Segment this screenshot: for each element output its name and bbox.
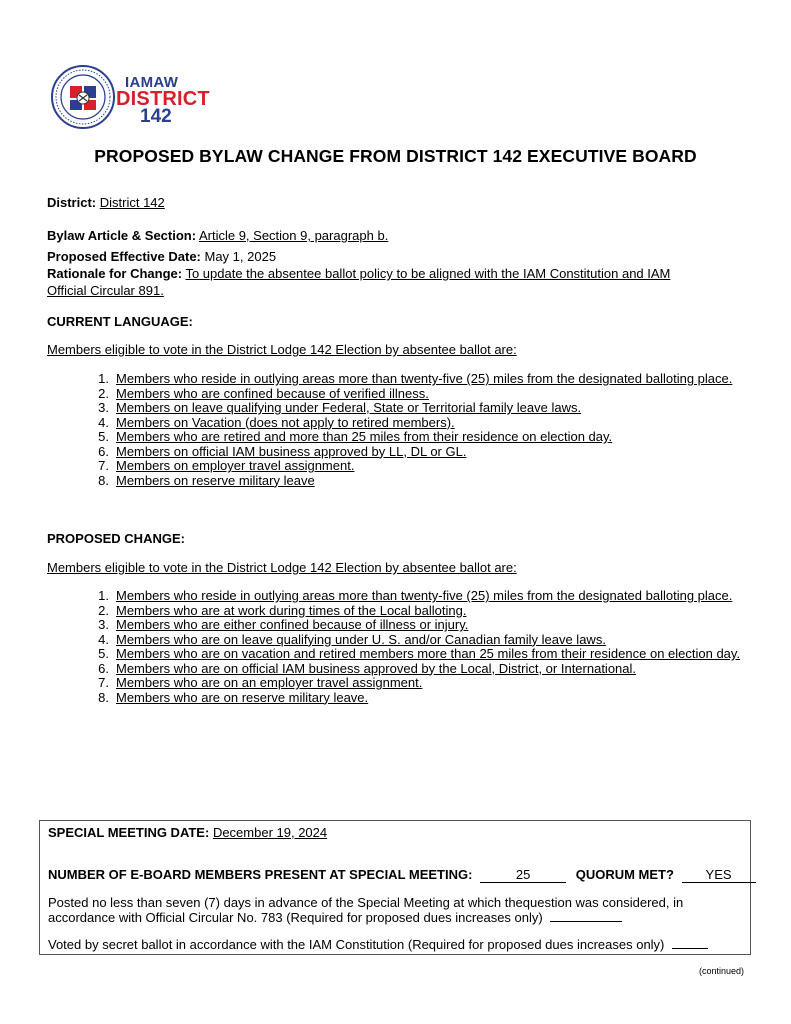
- rationale-field: [47, 266, 670, 281]
- list-item: 3. Members on leave qualifying under Federal, State or Territorial family leave laws.: [98, 400, 582, 415]
- members-present-row: [48, 867, 756, 883]
- members-present-label: NUMBER OF E-BOARD MEMBERS PRESENT AT SPECIAL MEETING:: [48, 867, 473, 882]
- meeting-date-value: December 19, 2024: [212, 825, 328, 840]
- voted-text: Voted by secret ballot in accordance with the IAM Constitution (Required for proposed dues increases only): [48, 937, 665, 952]
- proposed-change-heading: PROPOSED CHANGE:: [47, 531, 185, 546]
- list-item: 1. Members who reside in outlying areas more than twenty-five (25) miles from the designated balloting place.: [98, 371, 733, 386]
- meeting-date-label: SPECIAL MEETING DATE:: [48, 825, 210, 840]
- proposed-change-intro: Members eligible to vote in the District Lodge 142 Election by absentee ballot are:: [47, 560, 517, 575]
- iam-seal-icon: [50, 64, 116, 130]
- effective-date-label: Proposed Effective Date:: [47, 249, 201, 264]
- effective-date-value: May 1, 2025: [204, 249, 277, 264]
- list-item: 8. Members who are on reserve military leave.: [98, 689, 369, 705]
- list-item: 1. Members who reside in outlying areas more than twenty-five (25) miles from the designated balloting place.: [98, 588, 733, 603]
- district-label: District:: [47, 195, 97, 210]
- rationale-continued: [47, 283, 164, 298]
- special-meeting-box: [39, 820, 751, 955]
- effective-date-field: [47, 249, 276, 264]
- list-item: 6. Members on official IAM business approved by LL, DL or GL.: [98, 443, 467, 459]
- current-language-heading: CURRENT LANGUAGE:: [47, 314, 193, 329]
- district-field: [47, 195, 165, 210]
- posted-row-line1: Posted no less than seven (7) days in advance of the Special Meeting at which thequestion was considered, in: [48, 895, 684, 910]
- list-item: 8. Members on reserve military leave: [98, 472, 315, 488]
- list-item: 5. Members who are retired and more than 25 miles from their residence on election day.: [98, 429, 613, 444]
- rationale-value-line1: To update the absentee ballot policy to be aligned with the IAM Constitution and IAM: [185, 266, 671, 281]
- logo-iamaw-text: IAMAW: [125, 74, 179, 91]
- meeting-date-row: [48, 825, 327, 840]
- rationale-value-line2: Official Circular 891.: [47, 283, 164, 298]
- list-item: 7. Members on employer travel assignment.: [98, 458, 355, 473]
- district-value: District 142: [99, 195, 165, 210]
- quorum-label: QUORUM MET?: [575, 867, 674, 882]
- current-language-intro: Members eligible to vote in the District Lodge 142 Election by absentee ballot are:: [47, 342, 517, 357]
- continued-note: (continued): [698, 966, 744, 976]
- current-language-list: [83, 372, 743, 488]
- list-item: 6. Members who are on official IAM business approved by the Local, District, or International.: [98, 660, 637, 676]
- list-item: 2. Members who are confined because of verified illness.: [98, 385, 429, 401]
- document-title: PROPOSED BYLAW CHANGE FROM DISTRICT 142 EXECUTIVE BOARD: [94, 146, 697, 166]
- members-present-value[interactable]: 25: [480, 867, 566, 883]
- voted-blank[interactable]: [672, 948, 708, 949]
- article-label: Bylaw Article & Section:: [47, 228, 197, 243]
- list-item: 3. Members who are either confined because of illness or injury.: [98, 617, 469, 632]
- list-item: 4. Members on Vacation (does not apply to retired members).: [98, 414, 455, 430]
- proposed-change-list: [83, 589, 743, 705]
- list-item: 2. Members who are at work during times of the Local balloting.: [98, 602, 467, 618]
- list-item: 5. Members who are on vacation and retired members more than 25 miles from their residence on election day.: [98, 646, 741, 661]
- posted-blank[interactable]: [550, 921, 622, 922]
- article-field: [47, 228, 388, 243]
- district-logo: [50, 64, 230, 132]
- logo-district-text: DISTRICT: [116, 88, 210, 110]
- article-value: Article 9, Section 9, paragraph b.: [198, 228, 389, 243]
- list-item: 4. Members who are on leave qualifying under U. S. and/or Canadian family leave laws.: [98, 631, 606, 647]
- rationale-label: Rationale for Change:: [47, 266, 183, 281]
- voted-row: [48, 937, 708, 952]
- list-item: 7. Members who are on an employer travel assignment.: [98, 675, 423, 690]
- posted-row-line2: [48, 910, 622, 925]
- posted-text: accordance with Official Circular No. 783 (Required for proposed dues increases only): [48, 910, 543, 925]
- quorum-value[interactable]: YES: [682, 867, 756, 883]
- logo-number-text: 142: [140, 106, 172, 127]
